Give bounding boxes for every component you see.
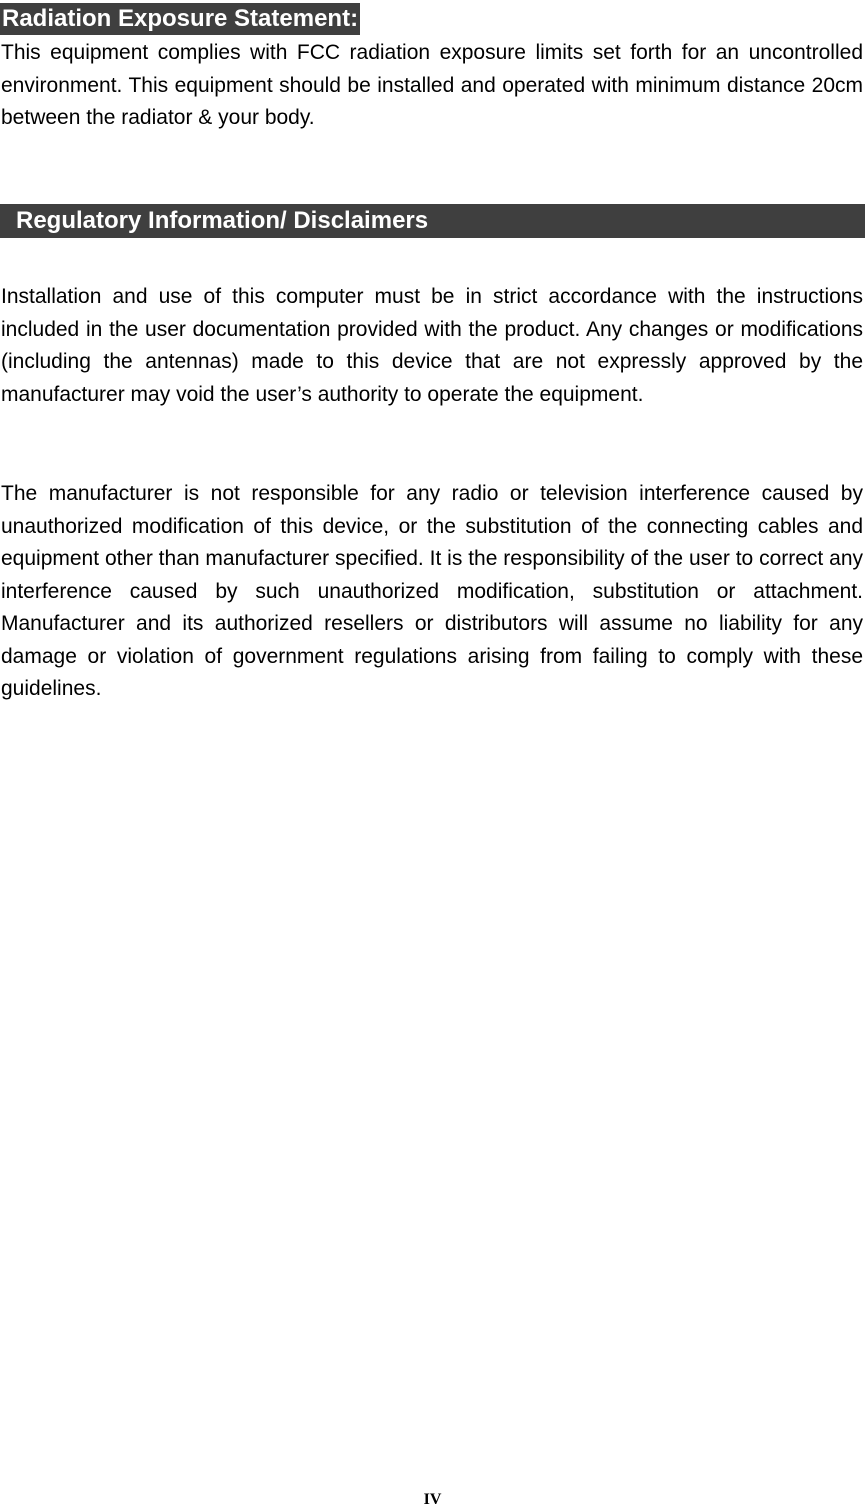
regulatory-information-heading: Regulatory Information/ Disclaimers <box>0 204 865 238</box>
regulatory-paragraph-manufacturer: The manufacturer is not responsible for any radio or television interference caused by unauthorized modification of this device, or the substitution of the connecting cables and equipment other than manufacturer specified. It is the responsibility of the user to correct any interference caused by such unauthorized modification, substitution or attachment. Manufacturer and its authorized resellers or distributors will assume no liability for any damage or violation of government regulations arising from failing to comply with these guidelines. <box>1 482 863 700</box>
radiation-exposure-heading: Radiation Exposure Statement: <box>0 3 360 35</box>
radiation-exposure-paragraph: This equipment complies with FCC radiation exposure limits set forth for an uncontrolled environment. This equipment should be installed and operated with minimum distance 20cm between the radiator & your body. <box>1 41 863 129</box>
regulatory-paragraph-installation: Installation and use of this computer must be in strict accordance with the instructions included in the user documentation provided with the product. Any changes or modifications (including the antennas) made to this device that are not expressly approved by the manufacturer may void the user’s authority to operate the equipment. <box>1 285 863 406</box>
page-number: IV <box>423 1491 442 1508</box>
